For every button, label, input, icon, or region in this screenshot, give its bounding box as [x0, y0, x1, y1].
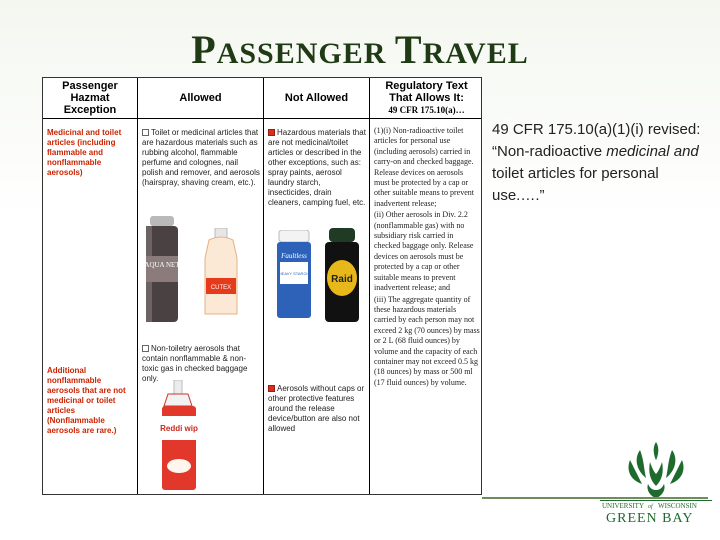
header-regulatory-text	[370, 78, 482, 119]
regulatory-paragraph-3: (iii) The aggregate quantity of these hazardous materials carried by each person may not exceed 2 kg (70 ounces) by mass or 2 L (68 fluid ounces) by volume and the capacity of each container may not exceed 0.5 kg (18 ounces) by mass or 500 ml (17 fluid ounces) by volume.	[374, 294, 480, 387]
side-note-text-2: toilet articles for personal use.….”	[492, 165, 659, 204]
header-exception-line1: Passenger	[62, 80, 118, 92]
logo-university: UNIVERSITY	[602, 502, 644, 510]
header-regulatory-line2: That Allows It:	[389, 92, 464, 104]
side-note-text-1: 49 CFR 175.10(a)(1)(i) revised: “Non-radioactive	[492, 121, 701, 160]
header-not-allowed	[264, 78, 369, 119]
row1-exception: Medicinal and toilet articles (including flammable and nonflammable aerosols)	[47, 128, 122, 177]
header-allowed	[138, 78, 263, 119]
hazmat-table	[42, 77, 482, 495]
logo-campus: GREEN BAY	[606, 511, 694, 524]
raid-label: Raid	[331, 274, 353, 285]
x-mark-icon	[268, 385, 275, 392]
checkbox-icon	[142, 345, 149, 352]
row2-exception: Additional nonflammable aerosols that are not medicinal or toilet articles (Nonflammable aerosols are rare.)	[47, 366, 126, 435]
logo-state: WISCONSIN	[658, 502, 697, 510]
title-initial-2: T	[394, 27, 423, 72]
regulatory-paragraph-2: (ii) Other aerosols in Div. 2.2 (nonflammable gas) with no subsidiary risk carried in checked baggage only. Release devices on aerosols must be protected by a cap or other suitable means to prevent inadvertent release; and	[374, 210, 474, 293]
footer-rule	[482, 497, 708, 499]
title-initial-1: P	[191, 27, 217, 72]
row2-not-allowed	[268, 384, 366, 434]
row2-not-allowed-text: Aerosols without caps or other protective features around the release device/button are also not allowed	[268, 384, 365, 433]
column-allowed	[138, 78, 264, 494]
column-exception	[43, 78, 138, 494]
row2-allowed-text: Non-toiletry aerosols that contain nonflammable & non-toxic gas in checked baggage only.	[142, 344, 248, 383]
phoenix-icon	[600, 440, 712, 524]
header-exception	[43, 78, 137, 119]
header-not-allowed-label: Not Allowed	[284, 92, 349, 104]
regulatory-paragraph-1: (1)(i) Non-radioactive toilet articles for personal use (including aerosols) carried in carry-on and checked baggage. Release devices on aerosols must be protected by a cap or other suitable means to prevent inadvertent release;	[374, 126, 474, 208]
uwgb-logo	[600, 440, 712, 529]
row1-not-allowed	[268, 128, 366, 208]
side-note	[492, 119, 714, 207]
aqua-net-can-image	[143, 216, 183, 324]
header-regulatory-citation: 49 CFR 175.10(a)…	[388, 105, 465, 115]
faultless-label: Faultless	[281, 252, 307, 260]
row1-allowed	[142, 128, 260, 188]
reddi-wip-label: Reddi wip	[160, 424, 198, 433]
reddi-wip-can-image	[158, 380, 200, 492]
header-exception-line2: Hazmat Exception	[63, 92, 117, 116]
column-not-allowed	[264, 78, 370, 494]
faultless-sub-label: HEAVY STARCH	[278, 271, 310, 276]
cutex-bottle-image	[200, 228, 242, 318]
cutex-label: CUTEX	[210, 285, 232, 291]
row1-allowed-text: Toilet or medicinal articles that are hazardous materials such as rubbing alcohol, flammable perfume and colognes, nail polish and remover, and aerosols (hairspray, shaving cream, etc.).	[142, 128, 260, 187]
slide-title	[0, 26, 720, 73]
faultless-can-image	[274, 230, 314, 320]
title-rest-2: RAVEL	[422, 37, 529, 70]
header-allowed-label: Allowed	[179, 92, 222, 104]
checkbox-icon	[142, 129, 149, 136]
regulatory-text-body	[374, 126, 480, 388]
title-rest-1: ASSENGER	[216, 37, 395, 70]
row2-allowed	[142, 344, 260, 384]
logo-of: of	[648, 504, 653, 510]
raid-can-image	[320, 228, 364, 324]
aqua-net-label: AQUA NET	[144, 261, 180, 269]
column-regulatory-text	[370, 78, 482, 494]
side-note-italic: medicinal and	[606, 143, 699, 160]
x-mark-icon	[268, 129, 275, 136]
header-regulatory-line1: Regulatory Text	[385, 80, 468, 92]
row1-not-allowed-text: Hazardous materials that are not medicinal/toilet articles or described in the other exceptions, such as: spray paints, aerosol laundry starch, insecticides, drain cleaners, camping fuel, etc.	[268, 128, 366, 207]
